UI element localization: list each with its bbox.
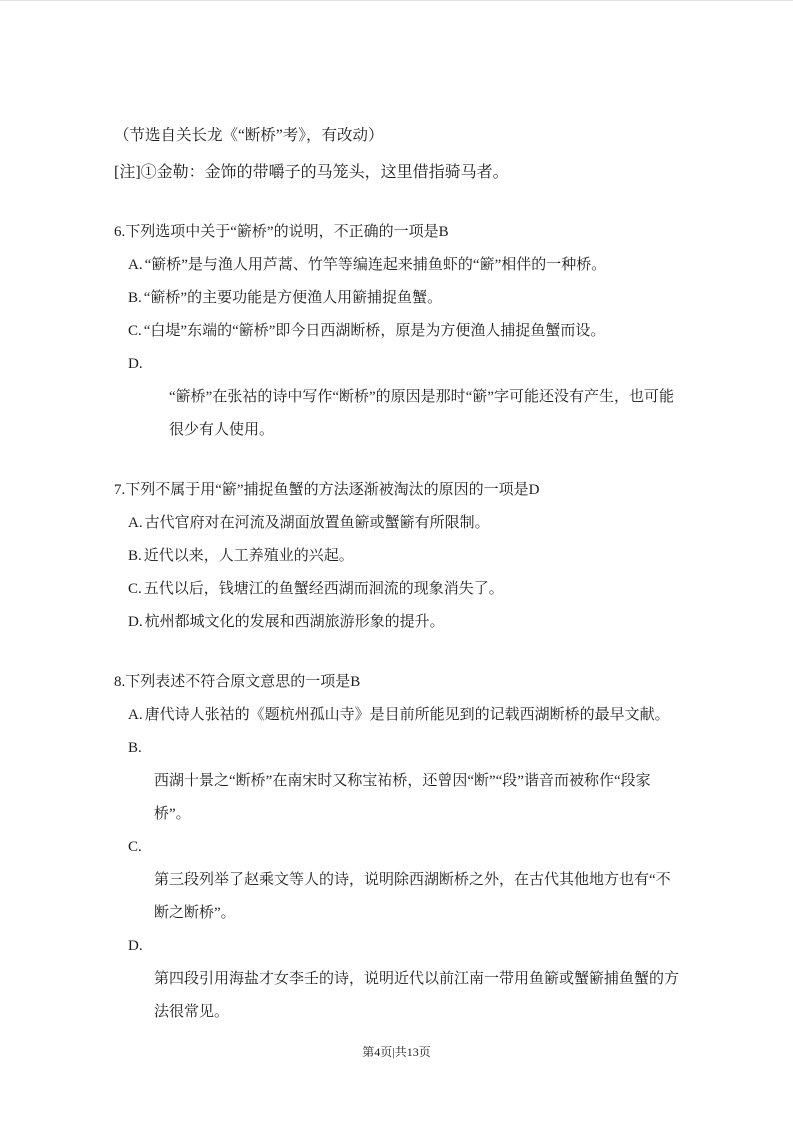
question-7-option-a <box>128 507 683 540</box>
source-note: （节选自关长龙《“断桥”考》，有改动） <box>114 127 384 144</box>
option-label: B. <box>128 548 142 564</box>
option-label: D. <box>128 938 143 954</box>
question-6-option-c <box>128 315 683 348</box>
option-text: “白堤”东端的“簖桥”即今日西湖断桥，原是为方便渔人捕捉鱼蟹而设。 <box>143 323 606 339</box>
question-8-option-d <box>114 930 683 1029</box>
question-7-option-d <box>128 606 683 639</box>
page-number-footer: 第4页|共13页 <box>362 1045 431 1059</box>
option-text: 五代以后，钱塘江的鱼蟹经西湖而洄流的现象消失了。 <box>143 581 504 597</box>
option-label: C. <box>128 323 142 339</box>
annotation-note: [注]①金勒：金饰的带嚼子的马笼头，这里借指骑马者。 <box>114 164 509 181</box>
option-text: 第四段引用海盐才女李壬的诗，说明近代以前江南一带用鱼簖或蟹簖捕鱼蟹的方法很常见。 <box>154 971 680 1020</box>
question-7-option-c <box>128 573 683 606</box>
option-label: A. <box>128 257 143 273</box>
question-6-option-d <box>114 348 683 447</box>
option-label: B. <box>128 740 142 756</box>
option-label: C. <box>128 581 142 597</box>
option-text: “簖桥”是与渔人用芦蒿、竹竿等编连起来捕鱼虾的“簖”相伴的一种桥。 <box>144 257 607 273</box>
option-text: 杭州都城文化的发展和西湖旅游形象的提升。 <box>144 614 445 630</box>
option-text: “簖桥”在张祜的诗中写作“断桥”的原因是那时“簖”字可能还没有产生，也可能很少有人使用。 <box>169 389 674 438</box>
option-label: A. <box>128 515 143 531</box>
option-text: 近代以来，人工养殖业的兴起。 <box>143 548 354 564</box>
option-label: D. <box>128 356 143 372</box>
question-8-option-b <box>114 732 683 831</box>
question-6-option-b <box>128 282 683 315</box>
question-7-option-b <box>128 540 683 573</box>
question-8-option-c <box>114 831 683 930</box>
option-text: 唐代诗人张祜的《题杭州孤山寺》是目前所能见到的记载西湖断桥的最早文献。 <box>144 707 670 723</box>
option-text: “簖桥”的主要功能是方便渔人用簖捕捉鱼蟹。 <box>143 290 443 306</box>
question-7 <box>114 474 683 639</box>
option-text: 西湖十景之“断桥”在南宋时又称宝祐桥，还曾因“断”“段”谐音而被称作“段家桥”。 <box>154 773 651 822</box>
question-6-stem: 6.下列选项中关于“簖桥”的说明，不正确的一项是B <box>114 224 449 240</box>
option-label: D. <box>128 614 143 630</box>
question-6-option-a <box>128 249 683 282</box>
option-label: B. <box>128 290 142 306</box>
option-label: A. <box>128 707 143 723</box>
option-text: 古代官府对在河流及湖面放置鱼簖或蟹簖有所限制。 <box>144 515 490 531</box>
option-text: 第三段列举了赵乘文等人的诗，说明除西湖断桥之外，在古代其他地方也有“不断之断桥”。 <box>154 872 671 921</box>
question-6 <box>114 216 683 447</box>
option-label: C. <box>128 839 142 855</box>
question-8 <box>114 666 683 1029</box>
question-8-stem: 8.下列表述不符合原文意思的一项是B <box>114 674 361 690</box>
question-8-option-a <box>128 699 683 732</box>
question-7-stem: 7.下列不属于用“簖”捕捉鱼蟹的方法逐渐被淘汰的原因的一项是D <box>114 482 540 498</box>
passage-footer-block <box>114 119 683 189</box>
